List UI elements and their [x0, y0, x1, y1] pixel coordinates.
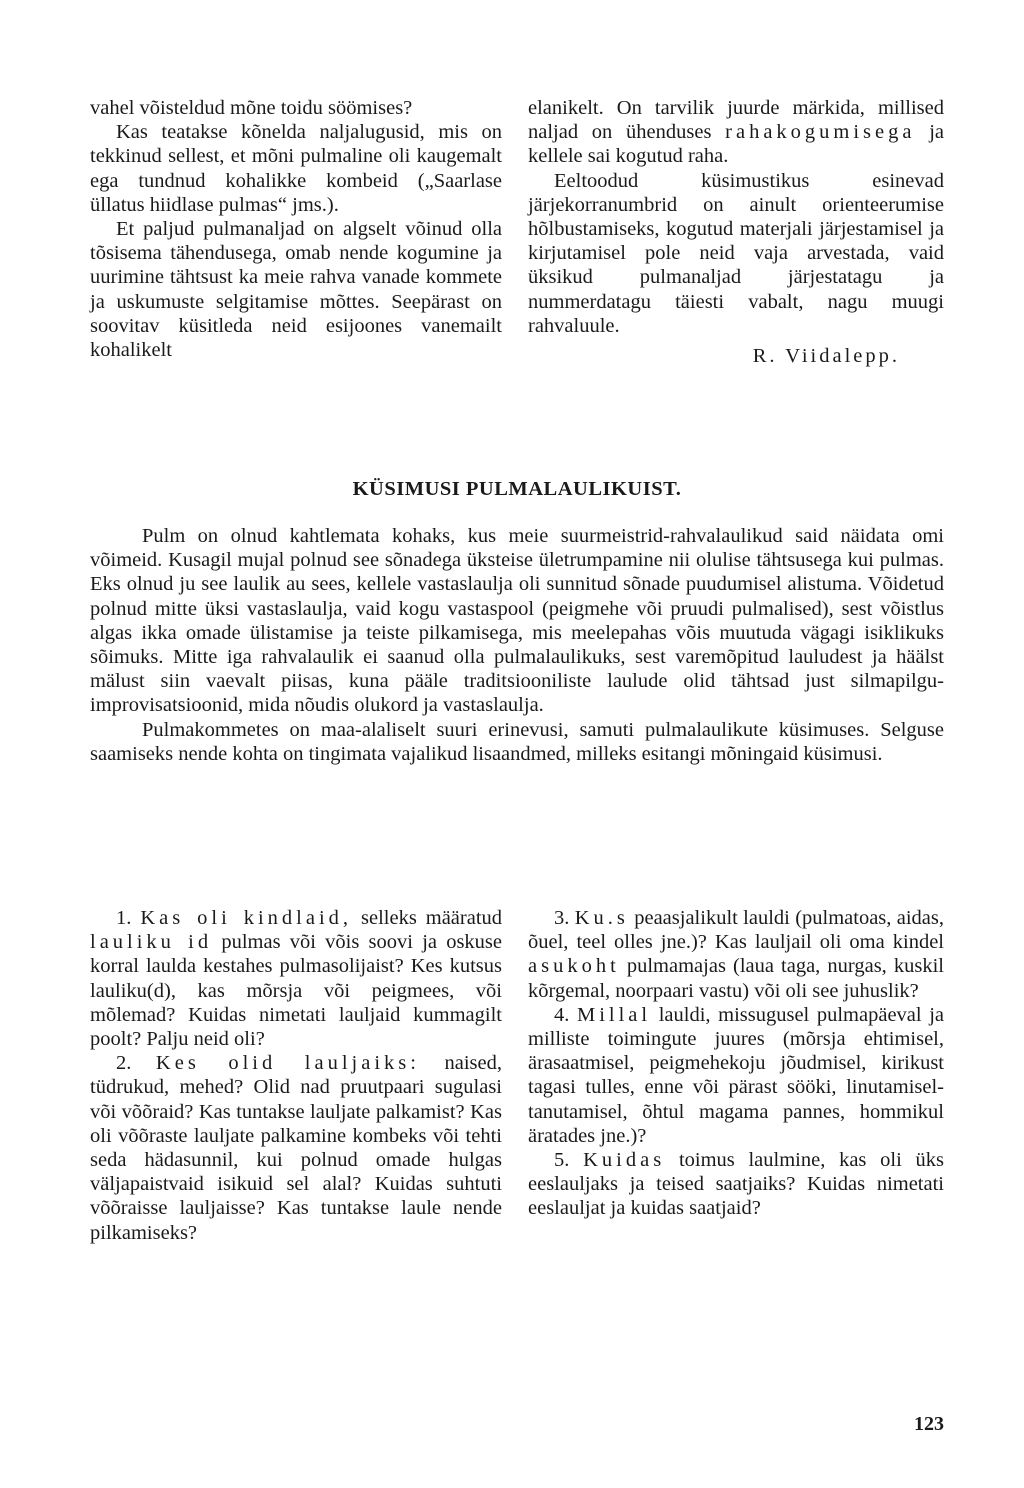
- paragraph: Pulm on olnud kahtlemata kohaks, kus meie suurmeistrid-rahvalaulikud said näidata omi võimeid. Kusagil mujal polnud see sõnadega üksteise ületrumpamine nii olulise tähtsusega kui pulmas. Eks olnud ju see laulik au sees, kellele vastaslaulja oli sunnitud sõnade puudumisel alistuma. Võidetud polnud mitte üksi vastaslaulja, vaid kogu vastaspool (peigmehe või pruudi pulmalised), sest võistlus algas ikka omade ülistamise ja teiste pilkamisega, mis meelepahas võis muutuda vägagi isiklikuks sõimuks. Mitte iga rahvalaulik ei saanud olla pulmalaulikuks, sest varemõpitud lauludest ja häälst mälust siin vaevalt piisas, kuna pääle traditsiooniliste laulude olid tähtsad just silmapilgu-improvisatsioonid, mida nõudis olukord ja vastaslaulja.: [90, 525, 944, 717]
- question-1: [90, 906, 502, 1051]
- paragraph: vahel võisteldud mõne toidu söömises?: [90, 97, 413, 119]
- spaced-text: Kuidas: [583, 1149, 666, 1172]
- text-run: selleks määratud: [352, 907, 503, 929]
- paragraph: Eeltoodud küsimustikus esinevad järjekorranumbrid on ainult orienteerumise hõlbustamiseks, kogutud materjali järjestamisel ja kirjutamisel pole neid vaja arvestada, vaid üksikud pulmanaljad järjestatagu ja nummerdatagu täiesti vabalt, nagu muugi rahvaluule.: [528, 169, 944, 337]
- page: [90, 96, 944, 1436]
- full-width-text: [90, 524, 944, 766]
- question-2: [90, 1051, 502, 1245]
- spaced-text: Millal: [576, 1003, 652, 1026]
- paragraph: Kas teatakse kõnelda naljalugusid, mis on tekkinud sellest, et mõni pulmaline oli kaugemalt ega tundnud kohalikke kombeid („Saarlase üllatus hiidlase pulmas“ jms.).: [90, 121, 502, 216]
- spaced-text: asukoht: [528, 955, 620, 978]
- spaced-text: Ku.s: [574, 907, 629, 929]
- question-3: [528, 906, 944, 1003]
- column-top-right: [528, 96, 944, 368]
- question-number: 5.: [554, 1149, 584, 1172]
- author-signature: R. Viidalepp.: [752, 345, 900, 368]
- text-run: toimus laulmine, kas oli üks eeslauljaks ja teised saatjaiks? Kuidas nimetati eeslauljat ja kuidas saatjaid?: [528, 1149, 945, 1220]
- text-run: ja kellele sai kogutud raha.: [528, 121, 944, 168]
- question-number: 2.: [116, 1052, 156, 1075]
- question-number: 1.: [116, 907, 141, 929]
- spaced-text: rahakogumisega: [725, 121, 916, 144]
- question-4: [528, 1003, 944, 1148]
- column-bottom-right: [528, 906, 944, 1221]
- paragraph: [528, 96, 944, 169]
- spaced-text: Kas oli kindlaid,: [140, 907, 353, 929]
- column-top-left: [90, 96, 502, 362]
- text-run: pulmamajas (laua taga, nurgas, kuskil kõrgemal, noorpaari vastu) või oli see juhuslik?: [528, 955, 944, 1002]
- column-bottom-left: [90, 906, 502, 1245]
- text-run: peaasjalikult lauldi (pulmatoas, aidas, õuel, teel olles jne.)? Kas lauljail oli oma kindel: [528, 907, 944, 954]
- spaced-text: lauliku id: [90, 931, 213, 954]
- spaced-text: Kes olid lauljaiks:: [155, 1052, 420, 1075]
- question-5: [528, 1148, 944, 1221]
- section-heading: KÜSIMUSI PULMALAULIKUIST.: [352, 478, 682, 500]
- text-run: pulmas või võis soovi ja oskuse korral laulda kestahes pulmasolijaist? Kes kutsus lauliku(d), kas mõrsja või peigmees, või mõlemad? Kuidas nimetati lauljaid kummagilt poolt? Palju neid oli?: [90, 931, 503, 1051]
- text-run: lauldi, missugusel pulmapäeval ja milliste toimingute juures (mõrsja ehtimisel, ärasaatmisel, peigmehekoju jõudmisel, kirikust tagasi tulles, enne või pärast sööki, linutamisel-tanutamisel, õhtul magama pannes, hommikul äratades jne.)?: [528, 1003, 944, 1147]
- paragraph: Et paljud pulmanaljad on algselt võinud olla tõsisema tähendusega, omab nende kogumine ja uurimine tähtsust ka meie rahva vanade kommete ja uskumuste selgitamise mõttes. Seepärast on soovitav küsitleda neid esijoones vanemailt kohalikelt: [90, 218, 502, 362]
- text-run: elanikelt. On tarvilik juurde märkida, millised naljad on ühenduses: [528, 97, 944, 144]
- question-number: 4.: [554, 1003, 577, 1026]
- question-number: 3.: [554, 907, 575, 929]
- text-run: naised, tüdrukud, mehed? Olid nad pruutpaari sugulasi või võõraid? Kas tuntakse lauljate palkamist? Kas oli võõraste lauljate palkamine kombeks või tehti seda hädasunnil, kui polnud omade hulgas väljapaistvaid isikuid sel alal? Kuidas suhtuti võõraisse lauljaisse? Kas tuntakse laule nende pilkamiseks?: [90, 1052, 502, 1244]
- page-number: 123: [914, 1413, 944, 1435]
- paragraph: Pulmakommetes on maa-alaliselt suuri erinevusi, samuti pulmalaulikute küsimuses. Selguse saamiseks nende kohta on tingimata vajalikud lisaandmed, milleks esitangi mõningaid küsimusi.: [90, 718, 944, 765]
